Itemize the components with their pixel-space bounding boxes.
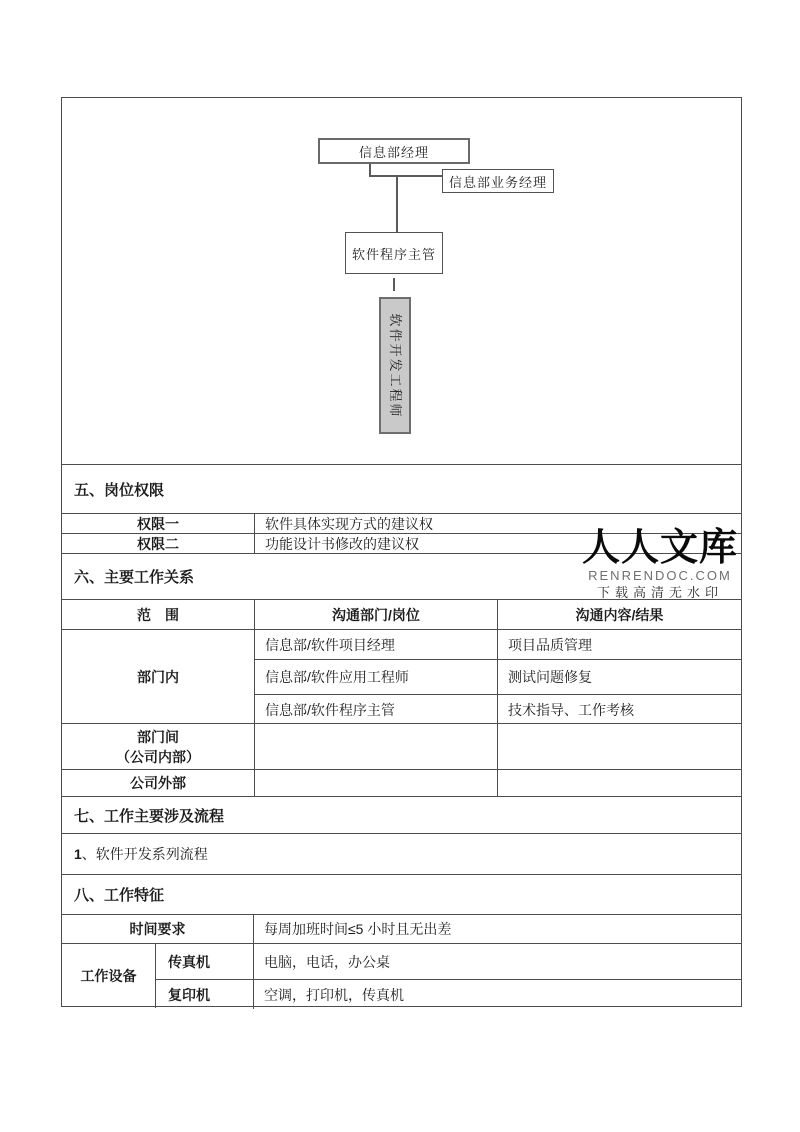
column-header-content: 沟通内容/结果 <box>575 606 664 623</box>
equipment-item-value: 空调，打印机，传真机 <box>264 986 404 1003</box>
authority-row-1 <box>62 513 741 533</box>
job-description-table <box>61 97 742 1007</box>
time-requirement-value: 每周加班时间≤5 小时且无出差 <box>264 921 452 937</box>
section-title-authority <box>62 464 741 513</box>
watermark-logo-text: 人人文库 <box>581 527 738 569</box>
org-node-label-vertical: 软件开发工程师 <box>388 312 403 418</box>
section-title-text: 六、主要工作关系 <box>74 569 195 586</box>
relation-dept-empty <box>255 724 498 769</box>
process-item-number: 1 <box>74 846 82 862</box>
process-item-text: 、软件开发系列流程 <box>81 846 208 862</box>
time-requirement-row <box>62 914 741 943</box>
authority-label: 权限一 <box>62 514 255 533</box>
column-header-scope: 范 围 <box>62 600 255 629</box>
connector-line <box>396 175 398 232</box>
table-row <box>255 630 741 659</box>
connector-line <box>369 175 445 177</box>
relations-internal-rows <box>255 630 741 723</box>
relation-content-empty <box>498 724 741 769</box>
section-title-relations <box>62 553 741 599</box>
relation-dept: 信息部/软件应用工程师 <box>255 660 498 694</box>
column-header-dept: 沟通部门/岗位 <box>255 600 498 629</box>
relation-content: 技术指导、工作考核 <box>508 701 634 718</box>
table-row <box>255 659 741 694</box>
org-node-software-engineer <box>379 297 411 434</box>
section-title-text: 八、工作特征 <box>74 887 165 904</box>
org-chart <box>62 98 741 464</box>
equipment-rows <box>156 944 741 1008</box>
equipment-item-label: 传真机 <box>156 944 254 979</box>
authority-value: 软件具体实现方式的建议权 <box>265 515 433 532</box>
table-row <box>255 694 741 724</box>
org-node-business-manager <box>442 169 554 193</box>
table-row <box>156 979 741 1009</box>
relation-content: 测试问题修复 <box>508 669 592 685</box>
section-title-characteristics <box>62 874 741 914</box>
relations-internal-block <box>62 629 741 723</box>
connector-line <box>393 278 395 291</box>
equipment-block <box>62 943 741 1008</box>
relation-dept: 信息部/软件程序主管 <box>255 695 498 724</box>
relations-header-row <box>62 599 741 629</box>
relation-content: 项目品质管理 <box>508 636 592 653</box>
relations-between-row <box>62 723 741 769</box>
org-node-label: 信息部业务经理 <box>448 174 547 190</box>
equipment-item-label: 复印机 <box>156 980 254 1009</box>
section-title-processes <box>62 796 741 833</box>
relation-dept-empty <box>255 770 498 796</box>
watermark-domain-text: RENRENDOC.COM <box>588 568 732 583</box>
scope-label-external: 公司外部 <box>62 770 255 796</box>
table-row <box>156 944 741 979</box>
scope-label-line: （公司内部） <box>116 748 200 765</box>
watermark-tagline-text: 下载高清无水印 <box>596 585 723 600</box>
scope-label-between <box>62 724 255 769</box>
relation-content-empty <box>498 770 741 796</box>
scope-label-line: 部门间 <box>137 728 179 745</box>
relations-external-row <box>62 769 741 796</box>
connector-line <box>369 164 371 175</box>
process-item-row <box>62 833 741 874</box>
org-node-info-dept-manager <box>318 138 470 164</box>
org-node-label: 信息部经理 <box>358 144 429 160</box>
equipment-item-value: 电脑，电话，办公桌 <box>264 953 390 970</box>
org-node-program-supervisor <box>345 232 443 274</box>
authority-value: 功能设计书修改的建议权 <box>265 535 419 552</box>
org-node-label: 软件程序主管 <box>351 246 436 262</box>
scope-label-internal: 部门内 <box>62 630 255 723</box>
section-title-text: 七、工作主要涉及流程 <box>74 807 225 825</box>
equipment-label: 工作设备 <box>62 944 156 1008</box>
relation-dept: 信息部/软件项目经理 <box>255 630 498 659</box>
authority-row-2 <box>62 533 741 553</box>
section-title-text: 五、岗位权限 <box>74 481 165 499</box>
authority-label: 权限二 <box>62 534 255 553</box>
time-requirement-label: 时间要求 <box>62 915 254 943</box>
